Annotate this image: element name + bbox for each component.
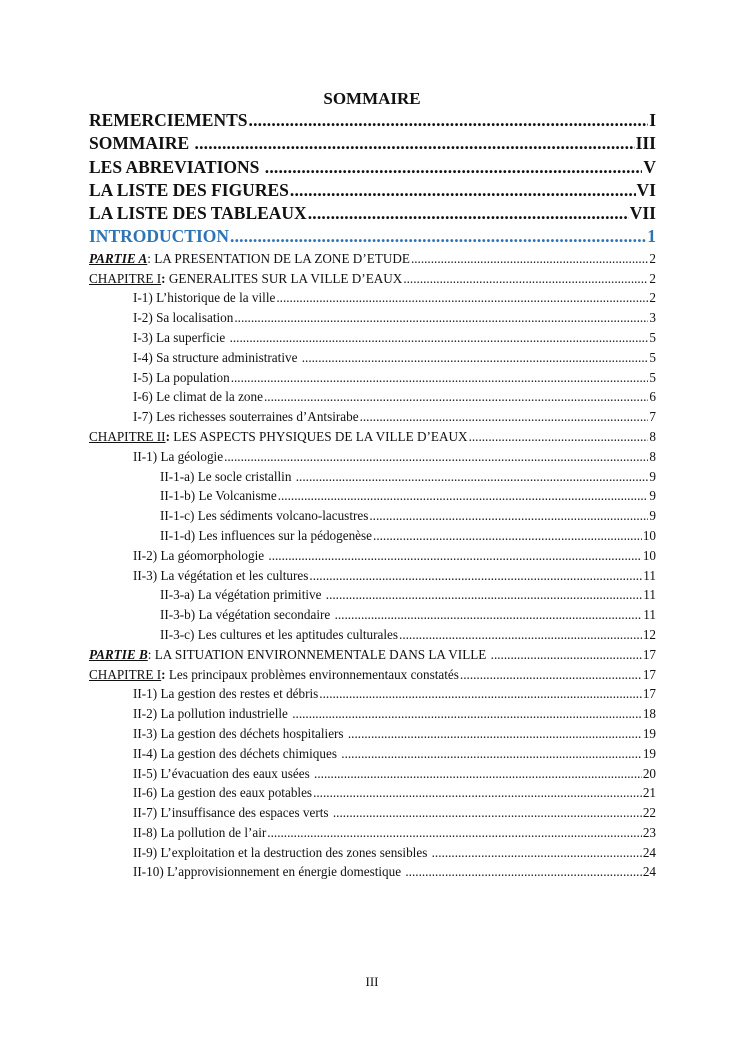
toc-entry-sommaire[interactable]	[89, 132, 656, 155]
toc-label: II-1) La géologie	[133, 448, 224, 464]
toc-entry-subsection[interactable]	[89, 467, 656, 487]
toc-label	[89, 269, 402, 289]
dot-leader	[267, 823, 642, 843]
toc-label: II-3-a) La végétation primitive	[160, 587, 325, 603]
dot-leader	[313, 783, 642, 803]
toc-entry-section[interactable]	[89, 803, 656, 823]
toc-label	[89, 645, 490, 665]
chapitre-title: GENERALITES SUR LA VILLE D’EAUX	[165, 270, 403, 286]
toc-page: 1	[647, 226, 656, 247]
dot-leader	[195, 132, 635, 155]
toc-page: 21	[642, 785, 656, 801]
dot-leader	[249, 109, 649, 132]
toc-entry-partie-b[interactable]	[89, 645, 656, 665]
toc-label: II-3) La végétation et les cultures	[133, 567, 309, 583]
dot-leader	[333, 803, 642, 823]
toc-page: 17	[642, 666, 656, 682]
toc-page: 9	[649, 468, 656, 484]
dot-leader	[348, 724, 642, 744]
toc-entry-chapitre-a1[interactable]	[89, 269, 656, 289]
toc-page: 12	[642, 626, 656, 642]
toc-page: VI	[636, 179, 656, 200]
toc-page: 3	[649, 310, 656, 326]
toc-label: II-3-b) La végétation secondaire	[160, 607, 334, 623]
toc-label: II-5) L’évacuation des eaux usées	[133, 765, 314, 781]
toc-label: II-7) L’insuffisance des espaces verts	[133, 805, 332, 821]
toc-page: 2	[649, 270, 656, 286]
toc-entry-section[interactable]	[89, 288, 656, 308]
toc-entry-section[interactable]	[89, 704, 656, 724]
toc-page: 18	[642, 706, 656, 722]
dot-leader	[234, 308, 648, 328]
toc-page: 19	[642, 725, 656, 741]
toc-label	[89, 249, 410, 269]
chapitre-colon: :	[165, 428, 170, 444]
toc-label: II-1) La gestion des restes et débris	[133, 686, 319, 702]
dot-leader	[290, 179, 636, 202]
dot-leader	[296, 467, 649, 487]
toc-entry-section[interactable]	[89, 724, 656, 744]
toc-page: 8	[649, 448, 656, 464]
toc-label: II-9) L’exploitation et la destruction des zones sensibles	[133, 844, 431, 860]
toc-label: I-5) La population	[133, 369, 230, 385]
toc-page: 11	[643, 587, 656, 603]
toc-entry-section[interactable]	[89, 783, 656, 803]
dot-leader	[491, 645, 642, 665]
dot-leader	[308, 202, 629, 225]
toc-page: 9	[649, 508, 656, 524]
chapitre-prefix: CHAPITRE I	[89, 666, 162, 682]
toc-page: 5	[649, 369, 656, 385]
toc-page: V	[643, 156, 656, 177]
toc-label: I-3) La superficie	[133, 329, 229, 345]
page-number: III	[365, 974, 379, 989]
dot-leader	[265, 156, 643, 179]
toc-label: II-1-b) Le Volcanisme	[160, 488, 277, 504]
dot-leader	[399, 625, 642, 645]
dot-leader	[264, 387, 648, 407]
partie-prefix: PARTIE A	[89, 250, 148, 266]
toc-page: 8	[649, 428, 656, 444]
toc-entry-subsection[interactable]	[89, 625, 656, 645]
dot-leader	[469, 427, 649, 447]
toc-page: 7	[649, 409, 656, 425]
toc-entry-section[interactable]	[89, 843, 656, 863]
dot-leader	[373, 526, 642, 546]
toc-page: 5	[649, 349, 656, 365]
toc-page: 22	[642, 805, 656, 821]
toc-entry-section[interactable]	[89, 764, 656, 784]
dot-leader	[230, 328, 649, 348]
toc-page: 24	[642, 864, 656, 880]
toc-label: II-2) La pollution industrielle	[133, 706, 292, 722]
toc-entry-subsection[interactable]	[89, 605, 656, 625]
toc-entry-chapitre-b1[interactable]	[89, 665, 656, 685]
toc-label: II-10) L’approvisionnement en énergie domestique	[133, 864, 405, 880]
toc-label	[89, 665, 459, 685]
toc-label: II-3-c) Les cultures et les aptitudes culturales	[160, 626, 399, 642]
dot-leader	[335, 605, 643, 625]
toc-page: 17	[642, 686, 656, 702]
dot-leader	[268, 546, 641, 566]
toc-page: 5	[649, 329, 656, 345]
dot-leader	[302, 348, 649, 368]
toc-label: I-6) Le climat de la zone	[133, 389, 263, 405]
toc-label: II-4) La gestion des déchets chimiques	[133, 745, 341, 761]
toc-entry-subsection[interactable]	[89, 506, 656, 526]
toc-label: II-8) La pollution de l’air	[133, 824, 267, 840]
toc-entry-subsection[interactable]	[89, 526, 656, 546]
toc-page: 24	[642, 844, 656, 860]
partie-title: : LA SITUATION ENVIRONNEMENTALE DANS LA VILLE	[147, 646, 490, 662]
toc-entry-subsection[interactable]	[89, 486, 656, 506]
chapitre-prefix: CHAPITRE II	[89, 428, 166, 444]
dot-leader	[230, 225, 646, 248]
toc-entry-section[interactable]	[89, 566, 656, 586]
toc-entry-remerciements[interactable]	[89, 109, 656, 132]
toc-label: I-1) L’historique de la ville	[133, 290, 276, 306]
dot-leader	[432, 843, 642, 863]
dot-leader	[460, 665, 642, 685]
dot-leader	[276, 288, 648, 308]
dot-leader	[278, 486, 649, 506]
toc-entry-section[interactable]	[89, 546, 656, 566]
table-of-contents	[89, 109, 656, 882]
dot-leader	[231, 368, 649, 388]
toc-label: I-2) Sa localisation	[133, 310, 234, 326]
dot-leader	[314, 764, 642, 784]
chapitre-title: Les principaux problèmes environnementaux constatés	[165, 666, 459, 682]
toc-entry-section[interactable]	[89, 387, 656, 407]
toc-label: SOMMAIRE	[89, 133, 194, 154]
toc-page: 11	[643, 567, 656, 583]
toc-entry-section[interactable]	[89, 823, 656, 843]
toc-entry-partie-a[interactable]	[89, 249, 656, 269]
dot-leader	[309, 566, 642, 586]
toc-label: II-1-c) Les sédiments volcano-lacustres	[160, 508, 369, 524]
toc-label: I-7) Les richesses souterraines d’Antsirabe	[133, 409, 359, 425]
dot-leader	[224, 447, 648, 467]
chapitre-prefix: CHAPITRE I	[89, 270, 162, 286]
dot-leader	[319, 684, 642, 704]
toc-page: 2	[649, 250, 656, 266]
dot-leader	[411, 249, 648, 269]
dot-leader	[292, 704, 642, 724]
toc-label: II-6) La gestion des eaux potables	[133, 785, 313, 801]
chapitre-title: LES ASPECTS PHYSIQUES DE LA VILLE D’EAUX	[169, 428, 468, 444]
dot-leader	[360, 407, 649, 427]
dot-leader	[326, 585, 643, 605]
toc-label: II-1-d) Les influences sur la pédogenèse	[160, 527, 373, 543]
toc-entry-section[interactable]	[89, 684, 656, 704]
toc-entry-introduction[interactable]	[89, 225, 656, 248]
toc-entry-liste-figures[interactable]	[89, 179, 656, 202]
dot-leader	[369, 506, 648, 526]
toc-page: 17	[642, 646, 656, 662]
toc-entry-section[interactable]	[89, 862, 656, 882]
toc-page: 19	[642, 745, 656, 761]
partie-title: : LA PRESENTATION DE LA ZONE D’ETUDE	[147, 250, 410, 266]
toc-page: VII	[629, 203, 656, 224]
toc-label	[89, 427, 468, 447]
partie-prefix: PARTIE B	[89, 646, 148, 662]
dot-leader	[403, 269, 648, 289]
toc-page: 20	[642, 765, 656, 781]
toc-entry-section[interactable]	[89, 308, 656, 328]
toc-entry-abreviations[interactable]	[89, 156, 656, 179]
toc-entry-section[interactable]	[89, 744, 656, 764]
toc-page: 2	[649, 290, 656, 306]
toc-label: REMERCIEMENTS	[89, 110, 248, 130]
toc-page: 23	[642, 824, 656, 840]
toc-entry-subsection[interactable]	[89, 585, 656, 605]
toc-entry-liste-tableaux[interactable]	[89, 202, 656, 225]
toc-page: 10	[642, 527, 656, 543]
toc-label: II-3) La gestion des déchets hospitaliers	[133, 725, 347, 741]
toc-label: II-1-a) Le socle cristallin	[160, 468, 295, 484]
page-title: SOMMAIRE	[323, 89, 421, 108]
toc-entry-section[interactable]	[89, 368, 656, 388]
toc-entry-section[interactable]	[89, 447, 656, 467]
toc-label: I-4) Sa structure administrative	[133, 349, 301, 365]
toc-page: 6	[649, 389, 656, 405]
toc-entry-section[interactable]	[89, 348, 656, 368]
toc-label: INTRODUCTION	[89, 226, 230, 247]
toc-entry-section[interactable]	[89, 328, 656, 348]
toc-label: II-2) La géomorphologie	[133, 547, 268, 563]
toc-entry-section[interactable]	[89, 407, 656, 427]
toc-page: 9	[649, 488, 656, 504]
toc-label: LA LISTE DES FIGURES	[89, 179, 289, 200]
toc-page: 11	[643, 607, 656, 623]
dot-leader	[405, 862, 641, 882]
toc-page: 10	[642, 547, 656, 563]
toc-entry-chapitre-a2[interactable]	[89, 427, 656, 447]
toc-label: LES ABREVIATIONS	[89, 156, 264, 177]
chapitre-colon: :	[161, 666, 166, 682]
dot-leader	[341, 744, 642, 764]
toc-label: LA LISTE DES TABLEAUX	[89, 203, 307, 224]
chapitre-colon: :	[161, 270, 166, 286]
toc-page: III	[635, 133, 656, 154]
toc-page: I	[649, 110, 656, 130]
